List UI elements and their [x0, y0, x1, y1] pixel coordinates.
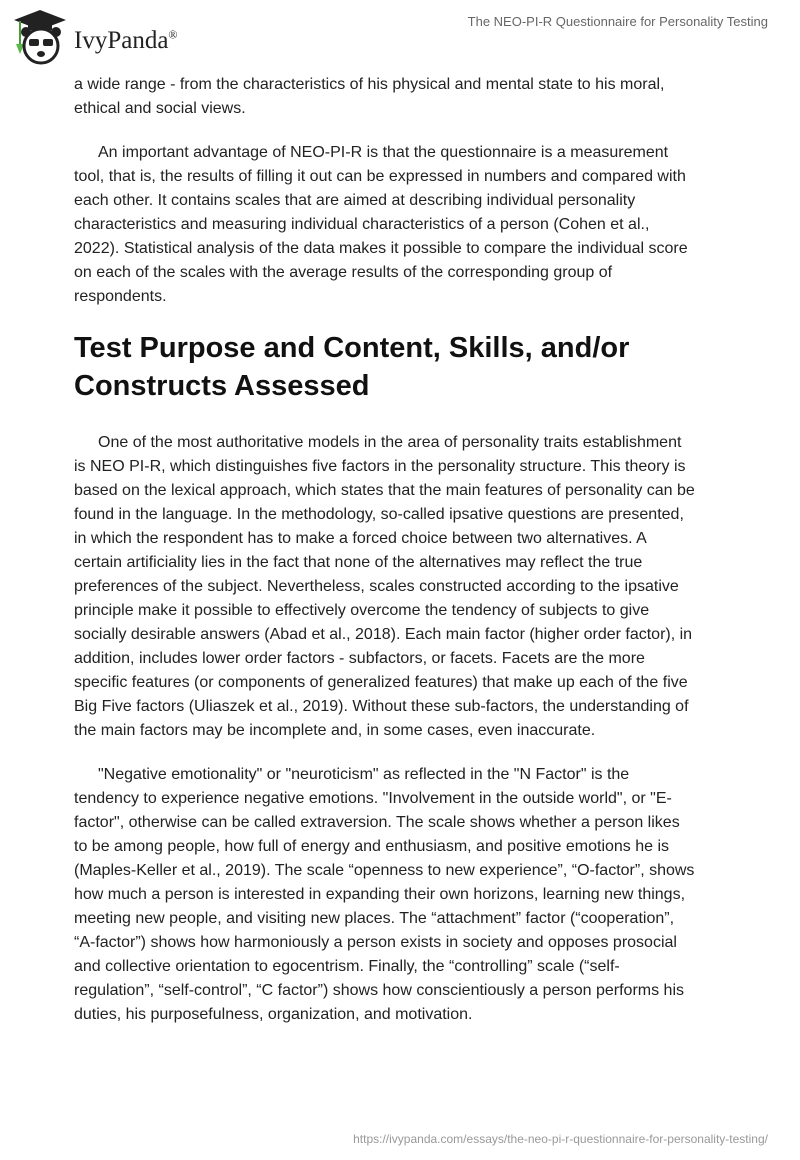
text-line: socially desirable answers (Abad et al., 2018). Each main factor (higher order factor), in	[74, 626, 693, 643]
panda-graduate-icon	[12, 8, 68, 66]
text-line: (Maples-Keller et al., 2019). The scale “openness to new experience”, “O-factor”, shows	[74, 862, 695, 879]
text-line: preferences of the subject. Nevertheless, scales constructed according to the ipsative	[74, 578, 679, 595]
text-line: found in the language. In the methodology, so-called ipsative questions are presented,	[74, 506, 684, 523]
logo-text: IvyPanda	[74, 27, 169, 54]
text-line: An important advantage of NEO-PI-R is that the questionnaire is a measurement	[98, 144, 669, 161]
text-line: duties, his purposefulness, organization, and motivation.	[74, 1006, 473, 1023]
text-line: regulation”, “self-control”, “C factor”) shows how conscientiously a person performs his	[74, 982, 685, 999]
footer-url[interactable]: https://ivypanda.com/essays/the-neo-pi-r-questionnaire-for-personality-testing/	[353, 1132, 768, 1146]
text-line: characteristics and measuring individual characteristics of a person (Cohen et al.,	[74, 216, 650, 233]
paragraph	[74, 763, 734, 1027]
text-line: tool, that is, the results of filling it out can be expressed in numbers and compared with	[74, 168, 686, 185]
text-line: “A-factor”) shows how harmoniously a person exists in society and opposes prosocial	[74, 934, 677, 951]
text-line: factor", otherwise can be called extraversion. The scale shows whether a person likes	[74, 814, 680, 831]
text-line: addition, includes lower order factors - subfactors, or facets. Facets are the more	[74, 650, 645, 667]
text-line: Big Five factors (Uliaszek et al., 2019). Without these sub-factors, the understanding of	[74, 698, 689, 715]
page-header	[0, 0, 800, 70]
text-line: in which the respondent has to make a forced choice between two alternatives. A	[74, 530, 647, 547]
heading-line: Constructs Assessed	[74, 370, 370, 402]
text-line: each other. It contains scales that are aimed at describing individual personality	[74, 192, 636, 209]
heading-line: Test Purpose and Content, Skills, and/or	[74, 332, 630, 364]
text-line: tendency to experience negative emotions. "Involvement in the outside world", or "E-	[74, 790, 672, 807]
text-line: "Negative emotionality" or "neuroticism" as reflected in the "N Factor" is the	[98, 766, 630, 783]
text-line: principle make it possible to effectively overcome the tendency of subjects to give	[74, 602, 650, 619]
text-line: One of the most authoritative models in the area of personality traits establishment	[98, 434, 682, 451]
registered-mark: ®	[168, 27, 178, 42]
text-line: ethical and social views.	[74, 100, 246, 117]
text-line: certain artificiality lies in the fact that none of the alternatives may reflect the true	[74, 554, 643, 571]
paragraph	[74, 431, 734, 743]
text-line: specific features (or components of generalized features) that make up each of the five	[74, 674, 688, 691]
document-title: The NEO-PI-R Questionnaire for Personality Testing	[467, 14, 768, 29]
paragraph	[74, 73, 734, 121]
text-line: a wide range - from the characteristics of his physical and mental state to his moral,	[74, 76, 665, 93]
text-line: how much a person is interested in expanding their own horizons, learning new things,	[74, 886, 686, 903]
text-line: based on the lexical approach, which states that the main features of personality can be	[74, 482, 695, 499]
text-line: and collective orientation to egocentrism. Finally, the “controlling” scale (“self-	[74, 958, 620, 975]
text-line: on each of the scales with the average results of the corresponding group of	[74, 264, 613, 281]
ivypanda-logo[interactable]	[12, 8, 178, 66]
text-line: is NEO PI-R, which distinguishes five factors in the personality structure. This theory is	[74, 458, 686, 475]
section-heading	[74, 329, 734, 405]
paragraph	[74, 141, 734, 309]
text-line: to be among people, how full of energy and enthusiasm, and positive emotions he is	[74, 838, 670, 855]
essay-content	[74, 73, 734, 1047]
text-line: respondents.	[74, 288, 167, 305]
text-line: meeting new people, and visiting new places. The “attachment” factor (“cooperation”,	[74, 910, 675, 927]
text-line: 2022). Statistical analysis of the data makes it possible to compare the individual score	[74, 240, 688, 257]
text-line: the main factors may be incomplete and, in some cases, even inaccurate.	[74, 722, 596, 739]
